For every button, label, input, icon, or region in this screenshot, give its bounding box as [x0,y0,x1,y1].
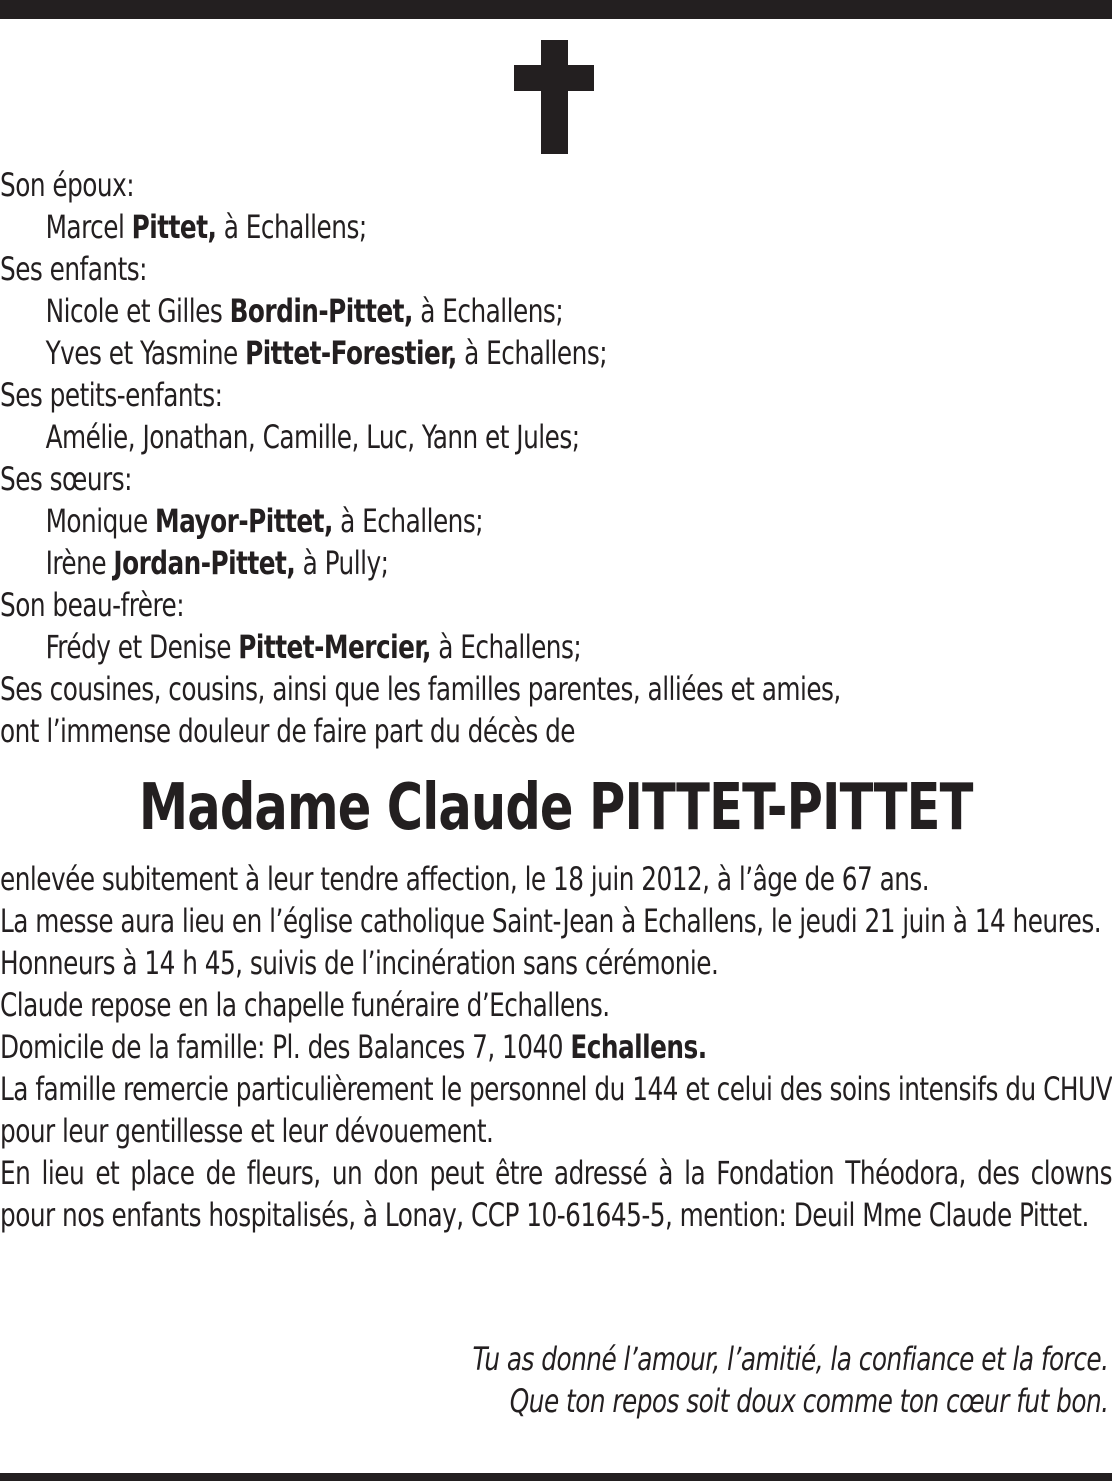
spouse-entry: Marcel Pittet, à Echallens; [45,208,367,246]
details-block [0,858,1112,1236]
top-border [0,0,1112,19]
verse-line: Tu as donné l’amour, l’amitié, la confiance et la force. [472,1340,1108,1378]
detail-paragraph-chapel: Claude repose en la chapelle funéraire d’Echallens. [0,986,610,1024]
announce-line: ont l’immense douleur de faire part du décès de [0,712,576,750]
child-entry: Nicole et Gilles Bordin-Pittet, à Echallens; [45,292,564,330]
grandchildren-heading: Ses petits-enfants: [0,376,223,414]
detail-paragraph-honours: Honneurs à 14 h 45, suivis de l’incinération sans cérémonie. [0,944,719,982]
detail-paragraph-mass: La messe aura lieu en l’église catholique Saint-Jean à Echallens, le jeudi 21 juin à 14 heures. [0,902,1102,940]
spouse-heading: Son époux: [0,166,135,204]
bottom-border [0,1473,1112,1481]
detail-paragraph-thanks: La famille remercie particulièrement le personnel du 144 et celui des soins intensifs du CHUV pour leur gentillesse et leur dévouement. [0,1070,1112,1150]
grandchildren-entry: Amélie, Jonathan, Camille, Luc, Yann et Jules; [45,418,580,456]
children-heading: Ses enfants: [0,250,147,288]
detail-paragraph-donation: En lieu et place de fleurs, un don peut être adressé à la Fondation Théodora, des clowns pour nos enfants hospitalisés, à Lonay, CCP 10-61645-5, mention: Deuil Mme Claude Pittet. [0,1154,1112,1234]
sister-entry: Monique Mayor-Pittet, à Echallens; [45,502,484,540]
verse-line: Que ton repos soit doux comme ton cœur fut bon. [509,1382,1108,1420]
cross-icon [514,40,594,154]
family-list [0,164,1112,752]
closing-verse [369,1338,1109,1422]
child-entry: Yves et Yasmine Pittet-Forestier, à Echallens; [45,334,608,372]
sisters-heading: Ses sœurs: [0,460,132,498]
cousins-line: Ses cousines, cousins, ainsi que les familles parentes, alliées et amies, [0,670,841,708]
brother-in-law-heading: Son beau-frère: [0,586,185,624]
brother-in-law-entry: Frédy et Denise Pittet-Mercier, à Echallens; [45,628,582,666]
deceased-name: Madame Claude PITTET-PITTET [139,771,973,845]
detail-paragraph-age: enlevée subitement à leur tendre affection, le 18 juin 2012, à l’âge de 67 ans. [0,860,930,898]
detail-paragraph-domicile: Domicile de la famille: Pl. des Balances 7, 1040 Echallens. [0,1028,707,1066]
sister-entry: Irène Jordan-Pittet, à Pully; [45,544,389,582]
